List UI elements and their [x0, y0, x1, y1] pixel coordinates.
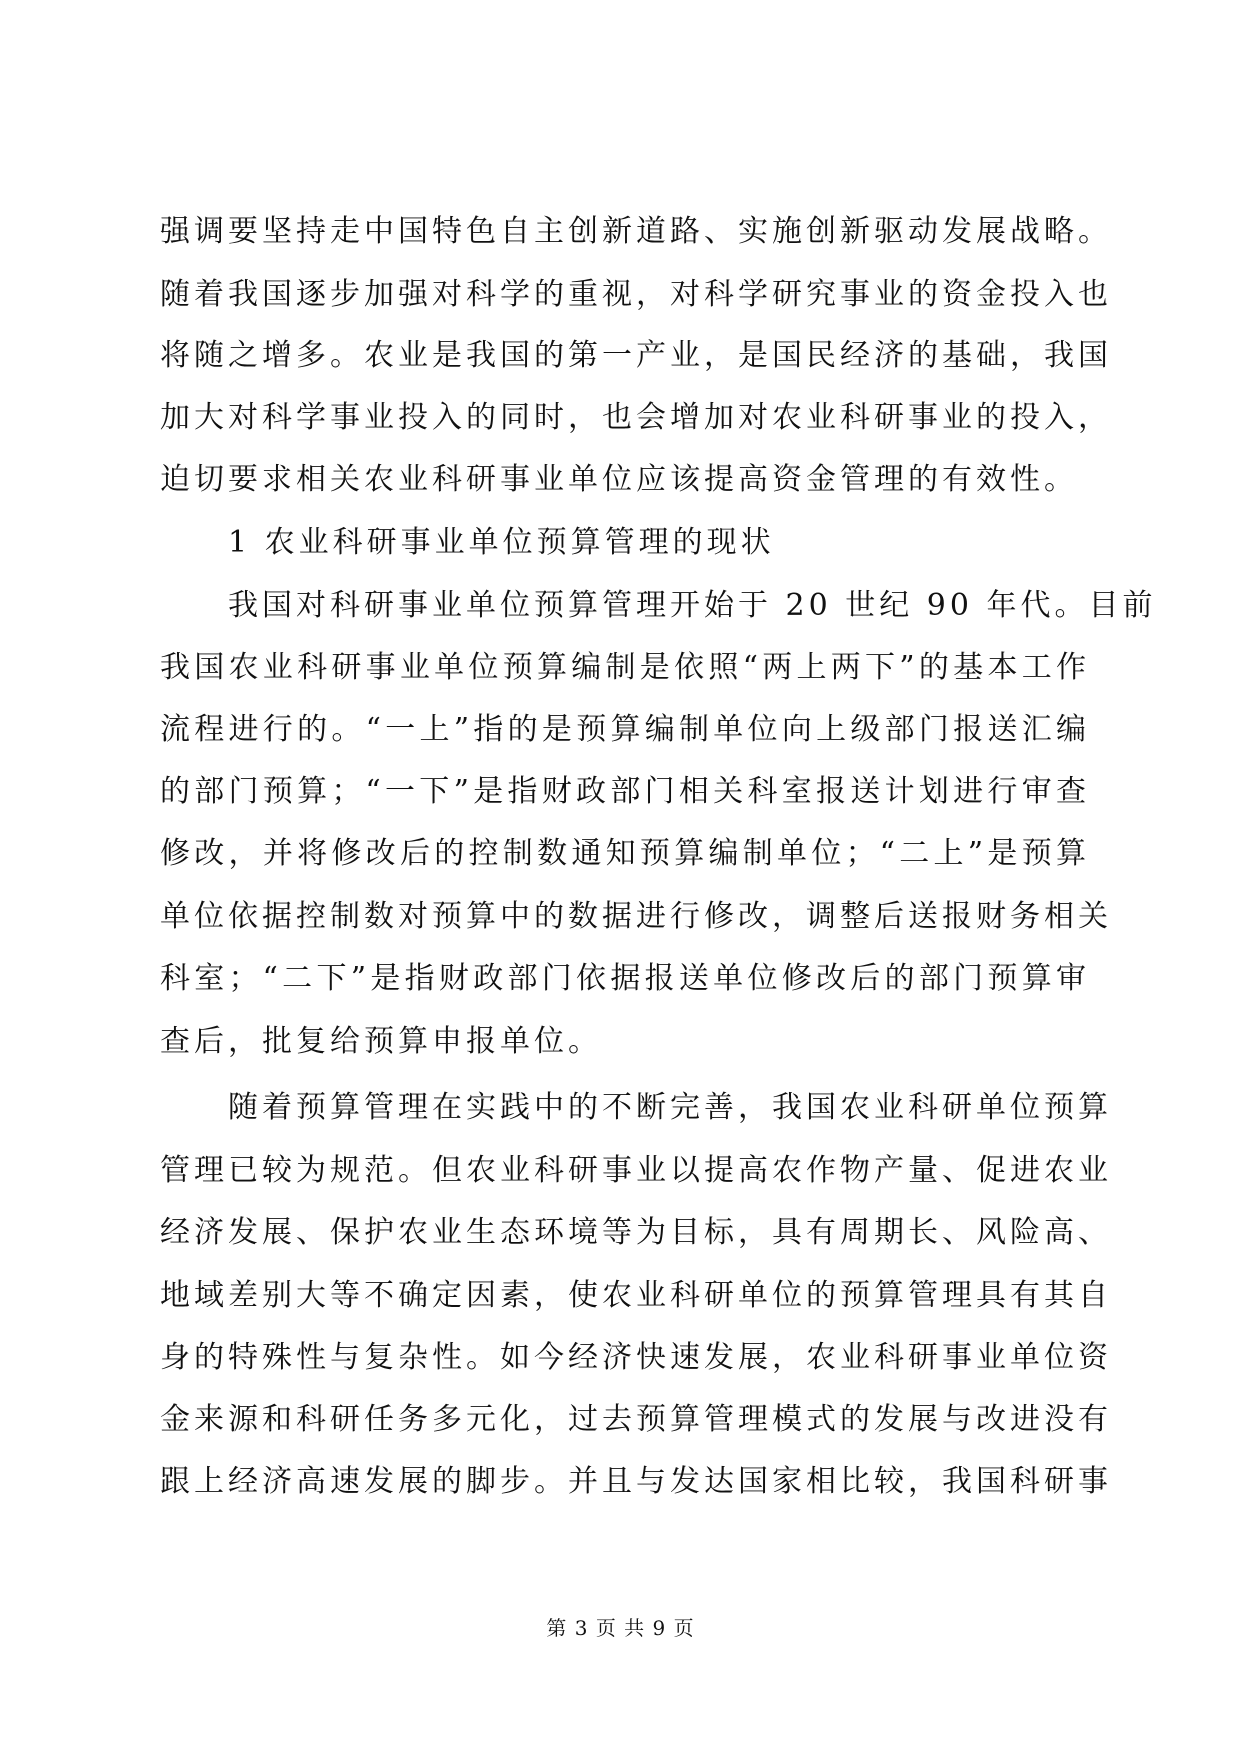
text-line: 地域差别大等不确定因素，使农业科研单位的预算管理具有其自 [160, 1278, 1112, 1313]
page-number-footer: 第 3 页 共 9 页 [546, 1616, 695, 1640]
section-heading: 1 农业科研事业单位预算管理的现状 [228, 525, 775, 560]
text-line: 金来源和科研任务多元化，过去预算管理模式的发展与改进没有 [160, 1402, 1112, 1437]
text-line: 经济发展、保护农业生态环境等为目标，具有周期长、风险高、 [160, 1215, 1112, 1250]
text-line: 身的特殊性与复杂性。如今经济快速发展，农业科研事业单位资 [160, 1340, 1112, 1375]
text-line: 随着我国逐步加强对科学的重视，对科学研究事业的资金投入也 [160, 277, 1112, 312]
text-line: 管理已较为规范。但农业科研事业以提高农作物产量、促进农业 [160, 1153, 1112, 1188]
text-line: 我国农业科研事业单位预算编制是依照“两上两下”的基本工作 [160, 650, 1090, 685]
text-line: 查后，批复给预算申报单位。 [160, 1024, 602, 1059]
text-line: 我国对科研事业单位预算管理开始于 20 世纪 90 年代。目前 [228, 588, 1157, 623]
text-line: 科室；“二下”是指财政部门依据报送单位修改后的部门预算审 [160, 961, 1090, 996]
text-line: 迫切要求相关农业科研事业单位应该提高资金管理的有效性。 [160, 462, 1078, 497]
text-line: 随着预算管理在实践中的不断完善，我国农业科研单位预算 [228, 1090, 1112, 1125]
text-line: 加大对科学事业投入的同时，也会增加对农业科研事业的投入， [160, 400, 1112, 435]
text-line: 修改，并将修改后的控制数通知预算编制单位；“二上”是预算 [160, 836, 1090, 871]
text-line: 单位依据控制数对预算中的数据进行修改，调整后送报财务相关 [160, 899, 1112, 934]
text-line: 跟上经济高速发展的脚步。并且与发达国家相比较，我国科研事 [160, 1464, 1112, 1499]
text-line: 流程进行的。“一上”指的是预算编制单位向上级部门报送汇编 [160, 712, 1090, 747]
text-line: 将随之增多。农业是我国的第一产业，是国民经济的基础，我国 [160, 338, 1112, 373]
text-line: 强调要坚持走中国特色自主创新道路、实施创新驱动发展战略。 [160, 214, 1112, 249]
text-line: 的部门预算；“一下”是指财政部门相关科室报送计划进行审查 [160, 774, 1090, 809]
